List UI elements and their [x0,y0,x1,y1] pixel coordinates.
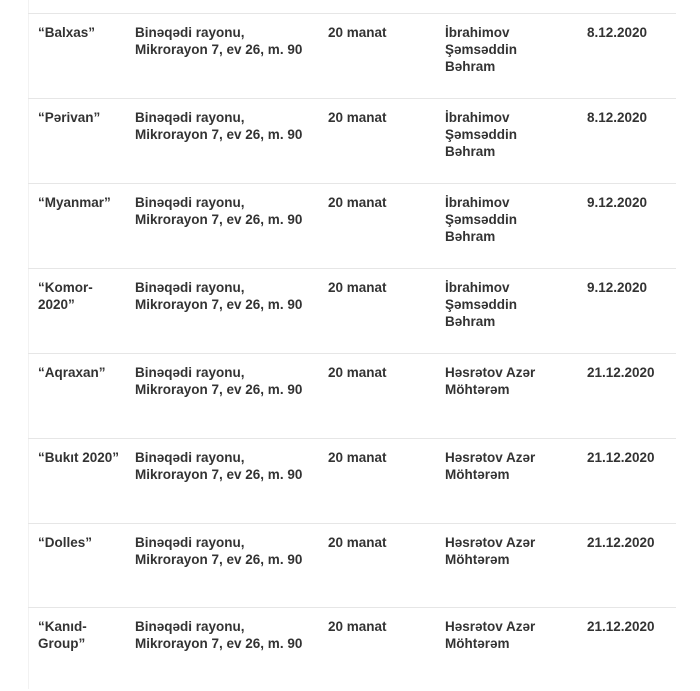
price-cell: 20 manat [328,365,387,380]
price-cell: 20 manat [328,619,387,634]
owner-cell: İbrahimov Şəmsəddin Bəhram [445,110,518,159]
owner-cell: Həsrətov Azər Möhtərəm [445,535,536,567]
price-cell: 20 manat [328,25,387,40]
price-cell: 20 manat [328,450,387,465]
owner-cell: İbrahimov Şəmsəddin Bəhram [445,195,518,244]
price-cell: 20 manat [328,110,387,125]
address-cell: Binəqədi rayonu, Mikrorayon 7, ev 26, m. 90 [135,365,303,397]
date-cell: 8.12.2020 [587,110,648,125]
date-cell: 21.12.2020 [587,450,655,465]
address-cell: Binəqədi rayonu, Mikrorayon 7, ev 26, m. 90 [135,535,303,567]
price-cell: 20 manat [328,535,387,550]
company-name-cell: “Bukıt 2020” [38,450,120,465]
company-name-cell: “Dolles” [38,535,93,550]
address-cell: Binəqədi rayonu, Mikrorayon 7, ev 26, m. 90 [135,195,303,227]
owner-cell: Həsrətov Azər Möhtərəm [445,619,536,651]
address-cell: Binəqədi rayonu, Mikrorayon 7, ev 26, m. 90 [135,110,303,142]
table-row [28,13,676,97]
table-row [28,268,676,352]
address-cell: Binəqədi rayonu, Mikrorayon 7, ev 26, m. 90 [135,619,303,651]
date-cell: 21.12.2020 [587,365,655,380]
company-name-cell: “Aqraxan” [38,365,106,380]
company-name-cell: “Komor-2020” [38,280,93,312]
price-cell: 20 manat [328,280,387,295]
company-name-cell: “Myanmar” [38,195,111,210]
table-row [28,353,676,437]
date-cell: 9.12.2020 [587,280,648,295]
address-cell: Binəqədi rayonu, Mikrorayon 7, ev 26, m. 90 [135,25,303,57]
table-row [28,183,676,267]
date-cell: 8.12.2020 [587,25,648,40]
table-row [28,607,676,691]
address-cell: Binəqədi rayonu, Mikrorayon 7, ev 26, m. 90 [135,280,303,312]
table-row [28,523,676,607]
date-cell: 21.12.2020 [587,535,655,550]
owner-cell: Həsrətov Azər Möhtərəm [445,450,536,482]
owner-cell: İbrahimov Şəmsəddin Bəhram [445,25,518,74]
date-cell: 9.12.2020 [587,195,648,210]
date-cell: 21.12.2020 [587,619,655,634]
table-row [28,438,676,522]
company-name-cell: “Pərivan” [38,110,101,125]
company-name-cell: “Kanıd-Group” [38,619,87,651]
owner-cell: İbrahimov Şəmsəddin Bəhram [445,280,518,329]
owner-cell: Həsrətov Azər Möhtərəm [445,365,536,397]
price-cell: 20 manat [328,195,387,210]
table-row [28,98,676,182]
address-cell: Binəqədi rayonu, Mikrorayon 7, ev 26, m. 90 [135,450,303,482]
company-name-cell: “Balxas” [38,25,96,40]
